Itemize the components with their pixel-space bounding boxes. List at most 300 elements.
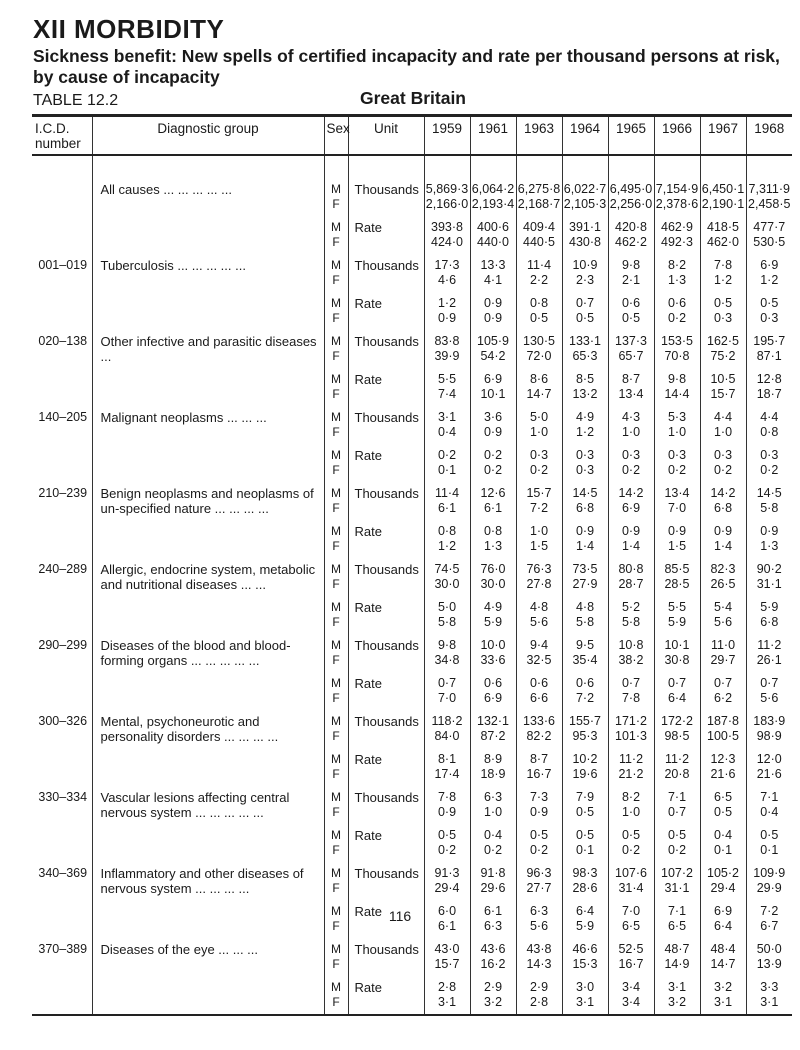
icd-code (32, 516, 92, 539)
header-year: 1968 (746, 116, 792, 156)
value-cell: 82·2 (516, 729, 562, 744)
value-cell: 0·3 (608, 440, 654, 463)
value-cell: 7·1 (654, 896, 700, 919)
value-cell: 107·2 (654, 858, 700, 881)
value-cell: 5,869·3 (424, 174, 470, 197)
value-cell: 0·5 (562, 805, 608, 820)
sex-cell: F (324, 615, 348, 630)
value-cell: 1·3 (746, 539, 792, 554)
diagnostic-group-empty (92, 288, 324, 311)
value-cell: 0·9 (654, 516, 700, 539)
value-cell: 0·2 (516, 463, 562, 478)
icd-code (32, 577, 92, 592)
sex-cell: F (324, 387, 348, 402)
value-cell: 0·9 (516, 805, 562, 820)
page-number: 116 (388, 908, 412, 924)
value-cell: 5·6 (516, 919, 562, 934)
value-cell: 4·1 (470, 273, 516, 288)
sex-cell: F (324, 311, 348, 326)
value-cell: 0·9 (424, 311, 470, 326)
value-cell: 5·2 (608, 592, 654, 615)
value-cell: 0·7 (654, 805, 700, 820)
icd-code (32, 425, 92, 440)
value-cell: 0·3 (746, 311, 792, 326)
value-cell: 0·2 (608, 463, 654, 478)
value-cell: 7,154·9 (654, 174, 700, 197)
value-cell: 0·9 (424, 805, 470, 820)
diagnostic-group: Diseases of the blood and blood-forming organs ... ... ... ... ... (92, 630, 324, 668)
unit-cell (348, 691, 424, 706)
value-cell: 10·9 (562, 250, 608, 273)
value-cell: 1·3 (470, 539, 516, 554)
sex-cell: M (324, 706, 348, 729)
diagnostic-group-empty (92, 767, 324, 782)
value-cell: 430·8 (562, 235, 608, 250)
sex-cell: M (324, 934, 348, 957)
value-cell: 6·4 (654, 691, 700, 706)
value-cell: 0·9 (700, 516, 746, 539)
value-cell: 5·9 (654, 615, 700, 630)
value-cell: 7·2 (746, 896, 792, 919)
sex-cell: M (324, 288, 348, 311)
sex-cell: F (324, 767, 348, 782)
value-cell: 0·6 (516, 668, 562, 691)
sex-cell: F (324, 729, 348, 744)
value-cell: 0·7 (608, 668, 654, 691)
value-cell: 1·2 (746, 273, 792, 288)
value-cell: 29·6 (470, 881, 516, 896)
value-cell: 6·1 (470, 501, 516, 516)
value-cell: 39·9 (424, 349, 470, 364)
value-cell: 2·9 (470, 972, 516, 995)
unit-cell (348, 957, 424, 972)
value-cell: 0·7 (424, 668, 470, 691)
unit-cell: Thousands (348, 174, 424, 197)
value-cell: 15·7 (700, 387, 746, 402)
value-cell: 96·3 (516, 858, 562, 881)
value-cell: 0·5 (608, 820, 654, 843)
icd-code (32, 881, 92, 896)
value-cell: 1·4 (562, 539, 608, 554)
value-cell: 26·5 (700, 577, 746, 592)
value-cell: 6·4 (562, 896, 608, 919)
value-cell: 15·3 (562, 957, 608, 972)
value-cell: 17·3 (424, 250, 470, 273)
table-row (32, 615, 792, 630)
value-cell: 424·0 (424, 235, 470, 250)
value-cell: 440·0 (470, 235, 516, 250)
value-cell: 0·5 (562, 820, 608, 843)
value-cell: 2,458·5 (746, 197, 792, 212)
value-cell: 1·5 (516, 539, 562, 554)
value-cell: 29·4 (700, 881, 746, 896)
value-cell: 0·9 (746, 516, 792, 539)
value-cell: 5·9 (562, 919, 608, 934)
table-title (33, 46, 793, 109)
value-cell: 83·8 (424, 326, 470, 349)
value-cell: 16·2 (470, 957, 516, 972)
value-cell: 0·2 (608, 843, 654, 858)
value-cell: 0·5 (746, 820, 792, 843)
value-cell: 10·0 (470, 630, 516, 653)
sex-cell: M (324, 402, 348, 425)
diagnostic-group-empty (92, 995, 324, 1015)
value-cell: 28·5 (654, 577, 700, 592)
table-row (32, 972, 792, 995)
diagnostic-group-empty (92, 820, 324, 843)
unit-cell (348, 463, 424, 478)
value-cell: 12·3 (700, 744, 746, 767)
value-cell: 187·8 (700, 706, 746, 729)
value-cell: 0·6 (562, 668, 608, 691)
value-cell: 5·6 (746, 691, 792, 706)
table-row (32, 326, 792, 349)
value-cell: 14·2 (700, 478, 746, 501)
unit-cell: Rate (348, 288, 424, 311)
value-cell: 0·8 (470, 516, 516, 539)
value-cell: 0·9 (470, 311, 516, 326)
value-cell: 3·1 (424, 402, 470, 425)
value-cell: 46·6 (562, 934, 608, 957)
value-cell: 6,064·2 (470, 174, 516, 197)
value-cell: 0·7 (654, 668, 700, 691)
sex-cell: F (324, 691, 348, 706)
table-row (32, 858, 792, 881)
value-cell: 91·8 (470, 858, 516, 881)
value-cell: 6·9 (700, 896, 746, 919)
icd-code (32, 592, 92, 615)
header-year: 1964 (562, 116, 608, 156)
icd-code (32, 387, 92, 402)
value-cell: 0·9 (470, 425, 516, 440)
unit-cell: Thousands (348, 554, 424, 577)
unit-cell (348, 881, 424, 896)
unit-cell (348, 729, 424, 744)
diagnostic-group-empty (92, 440, 324, 463)
value-cell: 13·4 (654, 478, 700, 501)
value-cell: 21·6 (700, 767, 746, 782)
value-cell: 0·5 (608, 311, 654, 326)
value-cell: 0·2 (424, 843, 470, 858)
icd-code (32, 197, 92, 212)
table-row (32, 478, 792, 501)
value-cell: 29·4 (424, 881, 470, 896)
unit-cell: Thousands (348, 478, 424, 501)
unit-cell (348, 501, 424, 516)
icd-code (32, 501, 92, 516)
value-cell: 70·8 (654, 349, 700, 364)
value-cell: 0·5 (700, 805, 746, 820)
value-cell: 7·2 (516, 501, 562, 516)
unit-cell: Thousands (348, 706, 424, 729)
value-cell: 54·2 (470, 349, 516, 364)
value-cell: 21·6 (746, 767, 792, 782)
value-cell: 27·9 (562, 577, 608, 592)
value-cell: 5·4 (700, 592, 746, 615)
value-cell: 98·9 (746, 729, 792, 744)
value-cell: 20·8 (654, 767, 700, 782)
value-cell: 0·4 (746, 805, 792, 820)
value-cell: 1·0 (470, 805, 516, 820)
chapter-heading: XII MORBIDITY (33, 14, 225, 44)
value-cell: 33·6 (470, 653, 516, 668)
spacer-row (32, 155, 792, 174)
unit-cell: Rate (348, 668, 424, 691)
value-cell: 0·3 (746, 440, 792, 463)
value-cell: 0·3 (700, 311, 746, 326)
value-cell: 6,495·0 (608, 174, 654, 197)
sex-cell: M (324, 554, 348, 577)
diagnostic-group-empty (92, 668, 324, 691)
diagnostic-group-empty (92, 387, 324, 402)
value-cell: 3·4 (608, 972, 654, 995)
value-cell: 3·1 (424, 995, 470, 1015)
header-row (32, 116, 792, 156)
title-line-1: Sickness benefit: New spells of certified incapacity and rate per thousand persons at risk, by cause of incapacity (33, 46, 780, 87)
unit-cell: Rate (348, 744, 424, 767)
value-cell: 6,450·1 (700, 174, 746, 197)
value-cell: 118·2 (424, 706, 470, 729)
sex-cell: F (324, 995, 348, 1015)
table-row (32, 364, 792, 387)
sex-cell: F (324, 577, 348, 592)
diagnostic-group-empty (92, 516, 324, 539)
table-row (32, 934, 792, 957)
value-cell: 2·8 (424, 972, 470, 995)
icd-code (32, 972, 92, 995)
unit-cell (348, 273, 424, 288)
value-cell: 73·5 (562, 554, 608, 577)
value-cell: 6·3 (516, 896, 562, 919)
icd-code (32, 957, 92, 972)
value-cell: 1·0 (516, 516, 562, 539)
icd-code (32, 174, 92, 197)
value-cell: 0·1 (424, 463, 470, 478)
sex-cell: M (324, 174, 348, 197)
diagnostic-group: All causes ... ... ... ... ... (92, 174, 324, 212)
value-cell: 29·9 (746, 881, 792, 896)
value-cell: 13·3 (470, 250, 516, 273)
value-cell: 0·4 (424, 425, 470, 440)
value-cell: 0·5 (746, 288, 792, 311)
value-cell: 530·5 (746, 235, 792, 250)
value-cell: 7,311·9 (746, 174, 792, 197)
sex-cell: M (324, 250, 348, 273)
value-cell: 5·0 (424, 592, 470, 615)
value-cell: 10·8 (608, 630, 654, 653)
value-cell: 18·9 (470, 767, 516, 782)
value-cell: 11·4 (516, 250, 562, 273)
value-cell: 6·0 (424, 896, 470, 919)
value-cell: 2,378·6 (655, 197, 699, 211)
unit-cell: Rate (348, 516, 424, 539)
value-cell: 19·6 (562, 767, 608, 782)
value-cell: 183·9 (746, 706, 792, 729)
value-cell: 133·6 (516, 706, 562, 729)
sex-cell: M (324, 858, 348, 881)
table-row (32, 440, 792, 463)
sex-cell: M (324, 744, 348, 767)
icd-code (32, 744, 92, 767)
value-cell: 8·6 (516, 364, 562, 387)
value-cell: 4·9 (562, 402, 608, 425)
value-cell: 9·8 (424, 630, 470, 653)
value-cell: 462·0 (700, 235, 746, 250)
value-cell: 400·6 (470, 212, 516, 235)
icd-code (32, 805, 92, 820)
value-cell: 0·3 (700, 440, 746, 463)
value-cell: 98·5 (654, 729, 700, 744)
table-body (32, 174, 792, 1015)
unit-cell (348, 843, 424, 858)
value-cell: 48·7 (654, 934, 700, 957)
value-cell: 5·8 (424, 615, 470, 630)
value-cell: 4·3 (608, 402, 654, 425)
icd-code: 290–299 (38, 638, 88, 652)
value-cell: 50·0 (746, 934, 792, 957)
value-cell: 72·0 (516, 349, 562, 364)
value-cell: 5·6 (516, 615, 562, 630)
icd-code (32, 273, 92, 288)
unit-cell: Thousands (348, 630, 424, 653)
sex-cell: F (324, 843, 348, 858)
value-cell: 5·5 (654, 592, 700, 615)
diagnostic-group-empty (92, 212, 324, 235)
value-cell: 1·2 (562, 425, 608, 440)
sex-cell: M (324, 592, 348, 615)
value-cell: 75·2 (700, 349, 746, 364)
table-row (32, 843, 792, 858)
value-cell: 8·1 (424, 744, 470, 767)
table-row (32, 250, 792, 273)
table-row (32, 767, 792, 782)
value-cell: 7·0 (654, 501, 700, 516)
value-cell: 2·2 (516, 273, 562, 288)
header-sex: Sex (324, 116, 348, 156)
value-cell: 0·7 (562, 288, 608, 311)
icd-code: 370–389 (38, 942, 88, 956)
value-cell: 2,166·0 (425, 197, 469, 211)
value-cell: 6,275·8 (516, 174, 562, 197)
value-cell: 38·2 (608, 653, 654, 668)
value-cell: 0·4 (700, 820, 746, 843)
value-cell: 3·0 (562, 972, 608, 995)
value-cell: 195·7 (746, 326, 792, 349)
sex-cell: M (324, 478, 348, 501)
value-cell: 6,022·7 (562, 174, 608, 197)
value-cell: 0·3 (516, 440, 562, 463)
value-cell: 43·6 (470, 934, 516, 957)
value-cell: 4·4 (700, 402, 746, 425)
value-cell: 1·4 (608, 539, 654, 554)
value-cell: 12·6 (470, 478, 516, 501)
value-cell: 1·5 (654, 539, 700, 554)
value-cell: 7·0 (608, 896, 654, 919)
value-cell: 0·3 (562, 440, 608, 463)
sex-cell: F (324, 197, 348, 212)
diagnostic-group: Allergic, endocrine system, metabolic and nutritional diseases ... ... (92, 554, 324, 592)
icd-code (32, 843, 92, 858)
value-cell: 477·7 (746, 212, 792, 235)
icd-code (32, 349, 92, 364)
value-cell: 12·0 (746, 744, 792, 767)
value-cell: 2,193·4 (471, 197, 515, 211)
value-cell: 5·8 (608, 615, 654, 630)
icd-code (32, 463, 92, 478)
table-row (32, 402, 792, 425)
value-cell: 14·2 (608, 478, 654, 501)
value-cell: 10·1 (654, 630, 700, 653)
icd-code (32, 653, 92, 668)
value-cell: 7·8 (700, 250, 746, 273)
sex-cell: M (324, 820, 348, 843)
diagnostic-group: Inflammatory and other diseases of nervous system ... ... ... ... (92, 858, 324, 896)
header-year: 1961 (470, 116, 516, 156)
value-cell: 393·8 (424, 212, 470, 235)
value-cell: 0·2 (470, 843, 516, 858)
value-cell: 11·2 (608, 744, 654, 767)
unit-cell: Rate (348, 440, 424, 463)
value-cell: 74·5 (424, 554, 470, 577)
sex-cell: M (324, 516, 348, 539)
table-row (32, 630, 792, 653)
value-cell: 462·9 (654, 212, 700, 235)
value-cell: 2·1 (608, 273, 654, 288)
table-row (32, 820, 792, 843)
table-row (32, 463, 792, 478)
value-cell: 3·1 (746, 995, 792, 1015)
unit-cell: Thousands (348, 402, 424, 425)
value-cell: 9·5 (562, 630, 608, 653)
value-cell: 32·5 (516, 653, 562, 668)
diagnostic-group: Benign neoplasms and neoplasms of un-specified nature ... ... ... ... (92, 478, 324, 516)
value-cell: 31·4 (608, 881, 654, 896)
value-cell: 35·4 (562, 653, 608, 668)
value-cell: 18·7 (746, 387, 792, 402)
value-cell: 9·8 (608, 250, 654, 273)
value-cell: 6·8 (562, 501, 608, 516)
value-cell: 76·3 (516, 554, 562, 577)
value-cell: 3·1 (562, 995, 608, 1015)
icd-code (32, 995, 92, 1015)
value-cell: 6·9 (746, 250, 792, 273)
icd-code: 330–334 (38, 790, 88, 804)
value-cell: 6·8 (746, 615, 792, 630)
value-cell: 28·6 (562, 881, 608, 896)
value-cell: 3·3 (746, 972, 792, 995)
value-cell: 8·7 (516, 744, 562, 767)
value-cell: 172·2 (654, 706, 700, 729)
icd-code (32, 212, 92, 235)
value-cell: 82·3 (700, 554, 746, 577)
value-cell: 4·4 (746, 402, 792, 425)
value-cell: 4·8 (516, 592, 562, 615)
value-cell: 6·3 (470, 919, 516, 934)
value-cell: 3·2 (654, 995, 700, 1015)
value-cell: 7·4 (424, 387, 470, 402)
value-cell: 84·0 (424, 729, 470, 744)
sex-cell: M (324, 364, 348, 387)
diagnostic-group-empty (92, 691, 324, 706)
value-cell: 8·5 (562, 364, 608, 387)
diagnostic-group-empty (92, 843, 324, 858)
table-row (32, 212, 792, 235)
value-cell: 6·2 (700, 691, 746, 706)
table-row (32, 174, 792, 197)
value-cell: 0·9 (470, 288, 516, 311)
value-cell: 14·4 (654, 387, 700, 402)
value-cell: 4·6 (424, 273, 470, 288)
